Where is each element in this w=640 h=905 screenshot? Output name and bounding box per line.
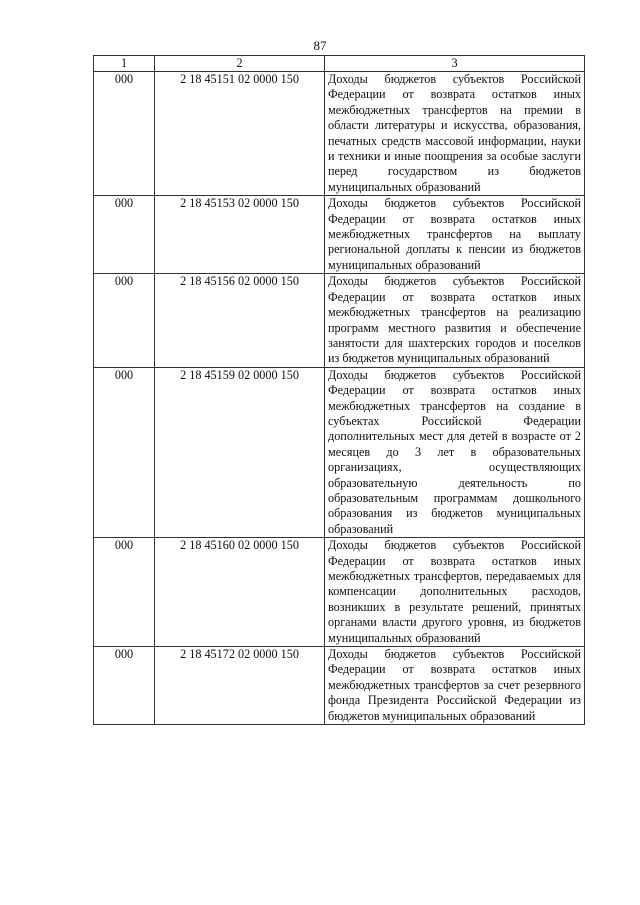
revenue-name-cell: Доходы бюджетов субъектов Российской Федерации от возврата остатков иных межбюджетных трансфертов, передаваемых для компенсации дополнительных расходов, возникших в результате решений, принятых органами власти другого уровня, из бюджетов муниципальных образований [325,538,585,647]
admin-code-cell: 000 [94,196,155,274]
table-row [94,196,585,274]
budget-code-cell: 2 18 45160 02 0000 150 [155,538,325,647]
admin-code-cell: 000 [94,647,155,725]
table-row [94,274,585,367]
page-number: 87 [313,38,327,53]
admin-code-cell: 000 [94,274,155,367]
budget-code-cell: 2 18 45151 02 0000 150 [155,72,325,196]
admin-code-cell: 000 [94,72,155,196]
column-header-3: 3 [325,56,585,72]
table-row [94,538,585,647]
table-row [94,72,585,196]
budget-revenue-table [93,55,585,725]
revenue-name-cell: Доходы бюджетов субъектов Российской Федерации от возврата остатков иных межбюджетных трансфертов на реализацию программ местного развития и обеспечение занятости для шахтерских городов и поселков из бюджетов муниципальных образований [325,274,585,367]
revenue-name-cell: Доходы бюджетов субъектов Российской Федерации от возврата остатков иных межбюджетных трансфертов на премии в области литературы и искусства, образования, печатных средств массовой информации, науки и техники и иные поощрения за особые заслуги перед государством из бюджетов муниципальных образований [325,72,585,196]
table-row [94,367,585,537]
admin-code-cell: 000 [94,367,155,537]
table-header-row [94,56,585,72]
budget-code-cell: 2 18 45153 02 0000 150 [155,196,325,274]
revenue-name-cell: Доходы бюджетов субъектов Российской Федерации от возврата остатков иных межбюджетных трансфертов на выплату региональной доплаты к пенсии из бюджетов муниципальных образований [325,196,585,274]
budget-code-cell: 2 18 45156 02 0000 150 [155,274,325,367]
budget-code-cell: 2 18 45159 02 0000 150 [155,367,325,537]
admin-code-cell: 000 [94,538,155,647]
column-header-2: 2 [155,56,325,72]
revenue-name-cell: Доходы бюджетов субъектов Российской Федерации от возврата остатков иных межбюджетных трансфертов на создание в субъектах Российской Федерации дополнительных мест для детей в возрасте от 2 месяцев до 3 лет в образовательных организациях, осуществляющих образовательную деятельность по образовательным программам дошкольного образования из бюджетов муниципальных образований [325,367,585,537]
column-header-1: 1 [94,56,155,72]
revenue-name-cell: Доходы бюджетов субъектов Российской Федерации от возврата остатков иных межбюджетных трансфертов за счет резервного фонда Президента Российской Федерации из бюджетов муниципальных образований [325,647,585,725]
table-row [94,647,585,725]
budget-code-cell: 2 18 45172 02 0000 150 [155,647,325,725]
